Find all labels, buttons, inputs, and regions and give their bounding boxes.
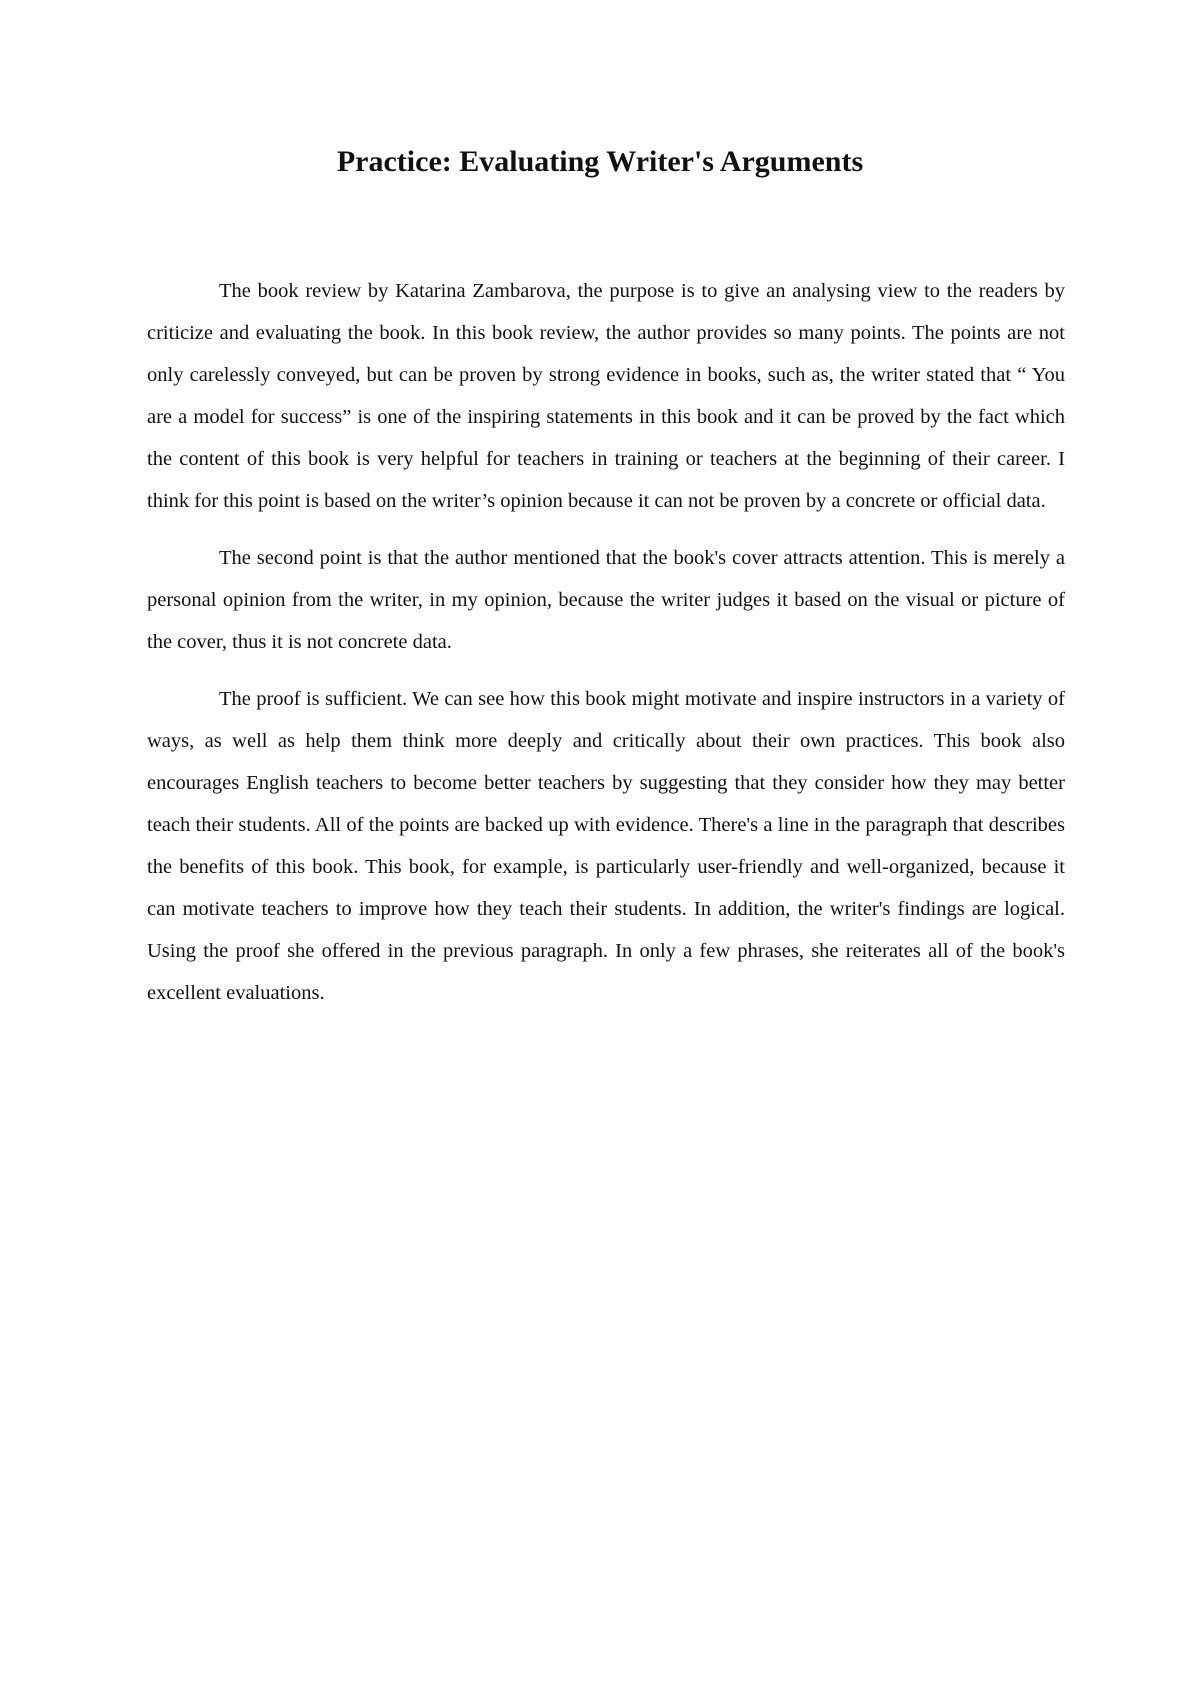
document-body [147, 270, 1065, 1029]
paragraph-3: The proof is sufficient. We can see how this book might motivate and inspire instructors in a variety of ways, as well as help them think more deeply and critically about their own practices. This book also encourages English teachers to become better teachers by suggesting that they consider how they may better teach their students. All of the points are backed up with evidence. There's a line in the paragraph that describes the benefits of this book. This book, for example, is particularly user-friendly and well-organized, because it can motivate teachers to improve how they teach their students. In addition, the writer's findings are logical. Using the proof she offered in the previous paragraph. In only a few phrases, she reiterates all of the book's excellent evaluations. [147, 688, 1065, 1004]
paragraph-1: The book review by Katarina Zambarova, the purpose is to give an analysing view to the readers by criticize and evaluating the book. In this book review, the author provides so many points. The points are not only carelessly conveyed, but can be proven by strong evidence in books, such as, the writer stated that “ You are a model for success” is one of the inspiring statements in this book and it can be proved by the fact which the content of this book is very helpful for teachers in training or teachers at the beginning of their career. I think for this point is based on the writer’s opinion because it can not be proven by a concrete or official data. [147, 280, 1065, 512]
paragraph-2: The second point is that the author mentioned that the book's cover attracts attention. This is merely a personal opinion from the writer, in my opinion, because the writer judges it based on the visual or picture of the cover, thus it is not concrete data. [147, 547, 1065, 653]
document-title: Practice: Evaluating Writer's Arguments [336, 145, 864, 178]
